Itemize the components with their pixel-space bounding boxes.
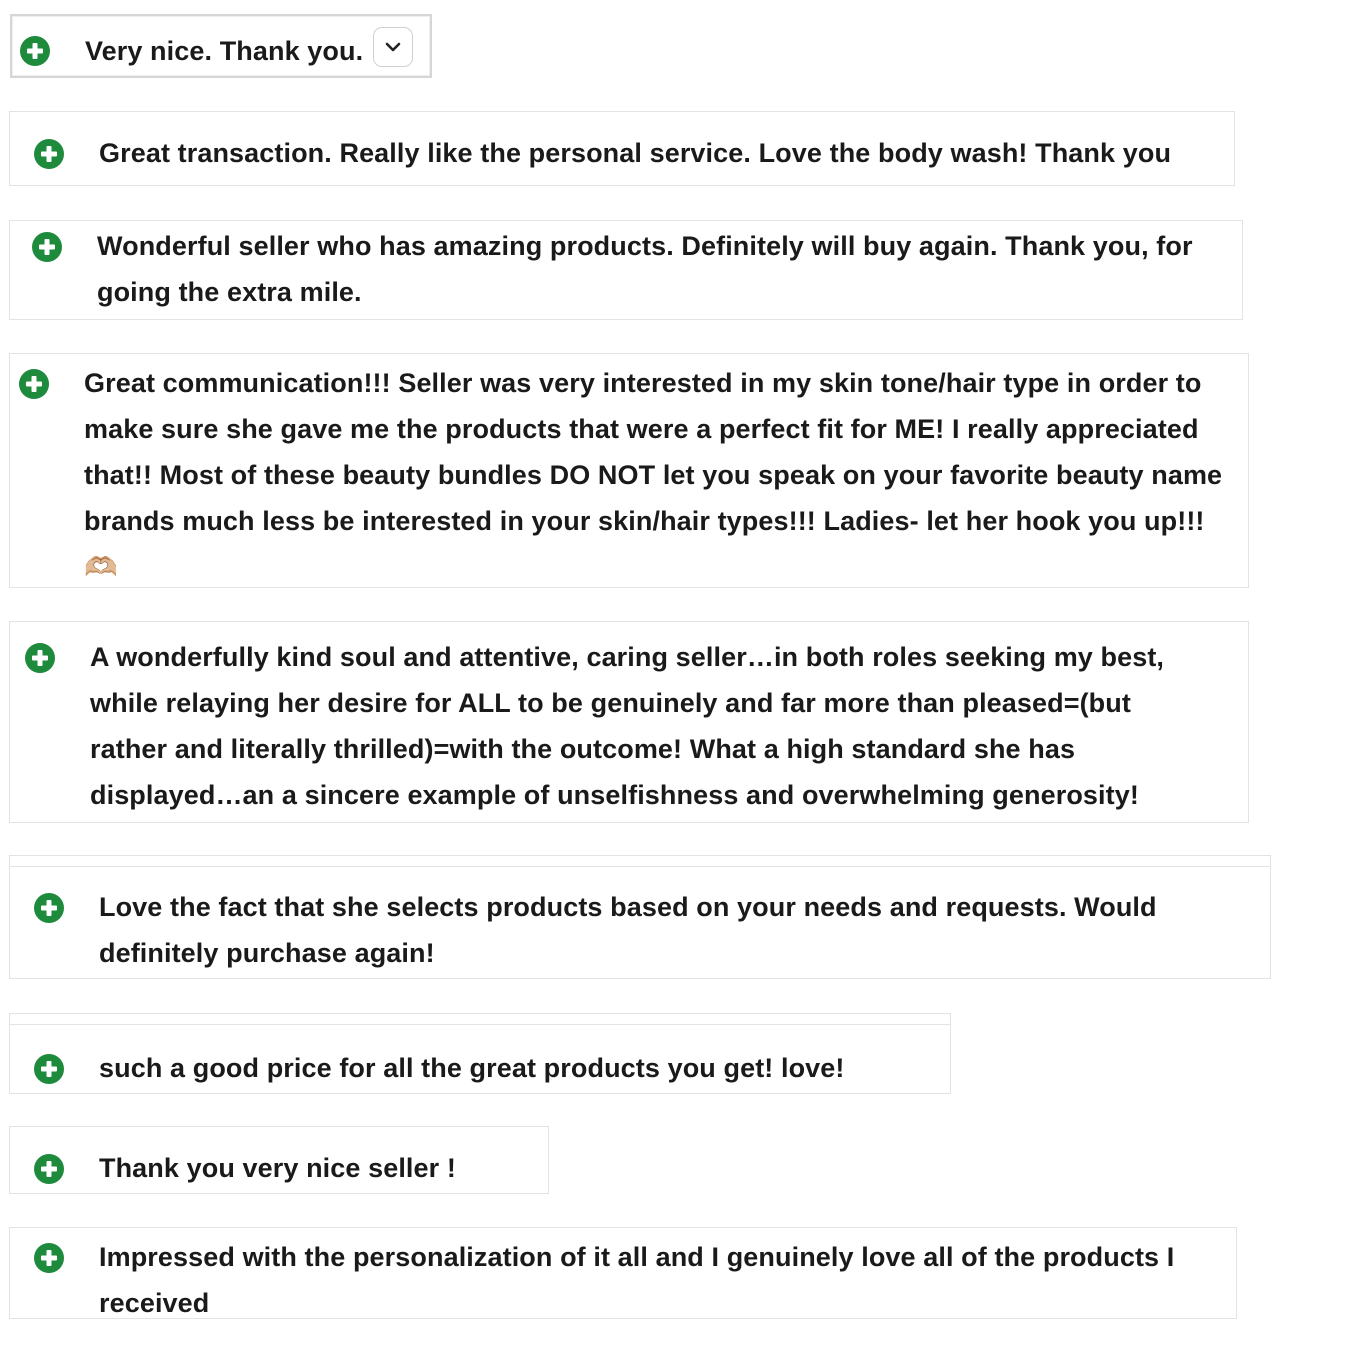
- review-card: [9, 353, 1249, 588]
- chevron-down-icon: [384, 39, 402, 55]
- review-text: such a good price for all the great products you get! love!: [99, 1053, 845, 1083]
- review-text: Very nice. Thank you.: [85, 36, 364, 66]
- plus-circle-icon: [19, 369, 49, 399]
- expand-button[interactable]: [373, 27, 413, 67]
- review-card: [9, 1227, 1237, 1319]
- review-card: [9, 866, 1271, 979]
- plus-circle-icon: [32, 232, 62, 262]
- card-divider: [9, 1013, 951, 1024]
- review-text: Love the fact that she selects products based on your needs and requests. Would definitely purchase again!: [99, 892, 1157, 968]
- review-text: Impressed with the personalization of it all and I genuinely love all of the products I received: [99, 1242, 1175, 1318]
- review-text: Great communication!!! Seller was very interested in my skin tone/hair type in order to make sure she gave me the products that were a perfect fit for ME! I really appreciated that!! Most of these beauty bundles DO NOT let you speak on your favorite beauty name brands much less be interested in your skin/hair types!!! Ladies- let her hook you up!!!🫶🏼: [84, 368, 1223, 582]
- plus-circle-icon: [34, 1243, 64, 1273]
- review-text: A wonderfully kind soul and attentive, caring seller…in both roles seeking my best, while relaying her desire for ALL to be genuinely and far more than pleased=(but rather and literally thrilled)=with the outcome! What a high standard she has displayed…an a sincere example of unselfishness and overwhelming generosity!: [90, 642, 1165, 810]
- review-card: [9, 111, 1235, 186]
- plus-circle-icon: [25, 643, 55, 673]
- review-card: [9, 220, 1243, 320]
- plus-circle-icon: [20, 36, 50, 66]
- plus-circle-icon: [34, 1054, 64, 1084]
- plus-circle-icon: [34, 139, 64, 169]
- review-card: [9, 1024, 951, 1094]
- plus-circle-icon: [34, 1154, 64, 1184]
- review-text: Great transaction. Really like the personal service. Love the body wash! Thank you: [99, 138, 1172, 168]
- review-card: [9, 621, 1249, 823]
- review-text: Thank you very nice seller !: [99, 1153, 456, 1183]
- review-card: [9, 1126, 549, 1194]
- card-divider: [9, 855, 1271, 866]
- review-text: Wonderful seller who has amazing products. Definitely will buy again. Thank you, for going the extra mile.: [97, 231, 1193, 307]
- plus-circle-icon: [34, 893, 64, 923]
- review-card: [10, 14, 432, 78]
